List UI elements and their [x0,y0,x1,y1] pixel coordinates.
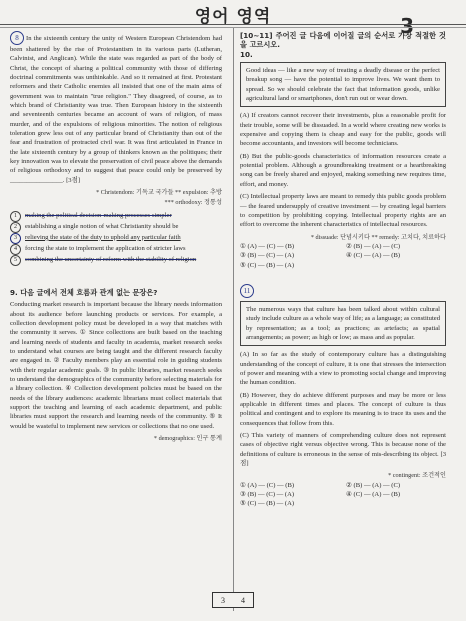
q8-option-2[interactable]: 2 establishing a single notion of what Christianity should be [10,222,222,233]
q11-option-1[interactable]: ① (A) — (C) — (B) [240,481,295,489]
q10-11-heading: [10~11] 주어진 글 다음에 이어질 글의 순서로 가장 적절한 것을 고르시오. [240,31,446,50]
q10-paragraph-c: (C) Intellectual property laws are meant to remedy this public goods problem — the feared undersupply of creative investment — by creating legal barriers to competition by prohibiting copying. Intellectual property rights are an effort to overcome the inherent characteristics of intellectual resources. [240,193,446,229]
q11-options [240,481,446,509]
right-column [240,31,446,509]
q10-option-1[interactable]: ① (A) — (C) — (B) [240,242,295,250]
q11-option-4[interactable]: ④ (C) — (A) — (B) [346,491,401,499]
q11-option-5[interactable]: ⑤ (C) — (B) — (A) [240,500,295,508]
q9-heading: 9. 다음 글에서 전체 흐름과 관계 없는 문장은? [10,287,158,297]
q8-gloss-2: *** orthodoxy: 정통성 [164,198,222,206]
q10-given-box: Good ideas — like a new way of treating a deadly disease or the perfect breakup song — have the potential to improve lives. We want them to spread. So we should celebrate the fact that information goods, unlike agricultural land or smartphones, don't run out or wear down. [240,62,446,107]
q11-paragraph-c: (C) This variety of manners of comprehending culture does not represent cases of objective right versus objective wrong. This is because none of the definitions of culture is erroneous in the sense of mis-describing its object. [3점] [240,432,446,468]
q11-paragraph-b: (B) However, they do achieve different purposes and may be more or less applicable in different times and places. The concept of culture is thus political and contingent and to explore its meaning is to trace its uses and the consequences that follow from this. [240,391,446,427]
header-rule [0,24,466,25]
q11-given-box: The numerous ways that culture has been talked about within cultural study include culture as a whole way of life; as a language; as constituted by representation; as a tool; as practices; as artefacts; as spatial arrangements; as power; as high or low; as mass and as popular. [240,301,446,346]
q8-points: [3점] [66,176,81,184]
q11-option-3[interactable]: ③ (B) — (C) — (A) [240,491,295,499]
q10-paragraph-b: (B) But the public-goods characteristics of information resources create a potential problem. Although a groundbreaking treatment or a heartbreaking song can be freely shared and enjoyed, making something new requires time, effort, and money. [240,152,446,188]
q11-gloss: * contingent: 조건적인 [388,472,446,480]
q11-marker-icon: 11 [240,284,254,298]
q8-option-4[interactable]: 4 forcing the state to implement the application of stricter laws [10,244,222,255]
q8-marker-icon: 8 [10,31,24,45]
page-title: 영어 영역 [194,7,272,27]
page-number-right: 4 [241,595,245,605]
q10-options [240,242,446,270]
q10-paragraph-a: (A) If creators cannot recover their investments, plus a reasonable profit for their trouble, some will be dissuaded. In a world where creating new works is expensive and copying them is cheap and easy for the public, goods will become accountants, and investors will become technicians. [240,112,446,148]
q10-option-3[interactable]: ③ (B) — (C) — (A) [240,252,295,260]
q11-paragraph-a: (A) In so far as the study of contemporary culture has a distinguishing understanding of the concept of culture, it is one that stresses the intersection of power and meaning with a view to promoting social change and improving the human condition. [240,351,446,387]
left-column [10,31,222,443]
q11-option-2[interactable]: ② (B) — (A) — (C) [346,481,401,489]
q8-option-5[interactable]: 5 combining the uncertainty of reform with the stability of religion [10,255,222,266]
q10-option-5[interactable]: ⑤ (C) — (B) — (A) [240,261,295,269]
column-divider [233,28,234,611]
q8-option-3[interactable]: 3 relieving the state of the duty to uphold any particular faith [10,233,222,244]
q10-gloss: * dissuade: 단념시키다 ** remedy: 고치다, 치료하다 [310,233,446,241]
page-number: 3 [400,14,414,38]
q8-options [10,211,222,266]
page-number-left: 3 [221,595,225,605]
q11-block [240,284,446,298]
q9-passage: Conducting market research is important because the library needs information about its audience before launching products or services. For example, a collection development policy must be developed in a way that matches with the community it serves. ① Since collections are built based on the teaching and learning needs of students and faculty in academia, market research seeks to understand what courses are being taught and the different research faculty are engaged in. ② Faculty members play an essential role in guiding students with their regular academic goals. ③ In public libraries, market research seeks to understand the demographics of the community before selecting materials for a library collection. ④ Collection development policies must be based on the needs of the library audiences: academic librarians must collect materials that support the teaching and learning of each academic department, and public libraries must support the research and learning needs of the community. ⑤ It would be wasteful to implement new services or collections that no one used. [10,301,222,430]
page-number-box [212,592,254,608]
q8-option-1[interactable]: 1 making the political decision-making processes simpler [10,211,222,222]
q9-gloss: * demographics: 인구 통계 [153,435,222,442]
q10-option-4[interactable]: ④ (C) — (A) — (B) [346,252,401,260]
q10-label: 10. [240,49,253,59]
q10-option-2[interactable]: ② (B) — (A) — (C) [346,242,401,250]
q8-gloss-1: * Christendom: 기독교 국가들 ** expulsion: 추방 [96,189,222,197]
q8-passage: 8 In the sixteenth century the unity of Western European Christendom had been shattered by the rise of Protestantism in its various parts (Lutheran, Calvinist, and Anglican). While the state was regarded as part of the body of Christ, the concept of sharing a political community with those of differing doctrinal commitments was unthinkable. And so it remained at first. Protestant reformers and their Catholic enemies all insisted that one of the main aims of government was to maintain "true religion." They disagreed, of course, as to which brand of Christianity was true. Then European history in the sixteenth and seventeenth centuries became an account of wars of religion, of mass murder, and of the expulsions of religious minorities. The notion of religious toleration grew less out of any particular brand of Christianity than out of the fear and frustration of protracted civil war. It was first articulated in France in the late sixteenth century by a group of thinkers known as the politiques; their key innovation was to elevate the preservation of civil peace above the demands of religious orthodoxy and to suggest that peace could only be preserved by ________________. [3점] [10,31,222,185]
